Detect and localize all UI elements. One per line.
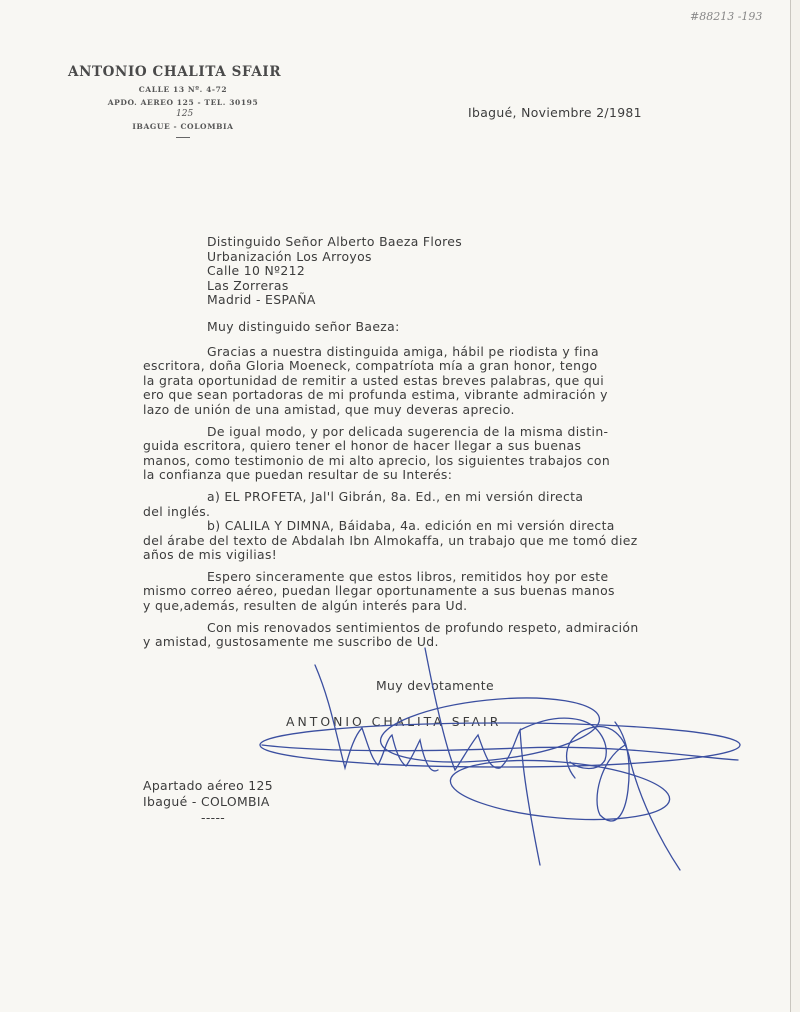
paragraph-line: del inglés. bbox=[143, 503, 211, 519]
paragraph-line: a) EL PROFETA, Jal'l Gibrán, 8a. Ed., en mi versión directa bbox=[207, 488, 584, 504]
pobox-handwritten-correction: 125 bbox=[176, 109, 194, 119]
footer-line: Apartado aéreo 125 bbox=[143, 778, 273, 793]
signature-name: ANTONIO CHALITA SFAIR bbox=[286, 714, 502, 729]
signature-stroke bbox=[377, 689, 602, 772]
recipient-line: Urbanización Los Arroyos bbox=[207, 248, 372, 264]
recipient-line: Las Zorreras bbox=[207, 277, 289, 293]
paragraph-line: guida escritora, quiero tener el honor de hacer llegar a sus buenas bbox=[143, 438, 582, 454]
paragraph-line: b) CALILA Y DIMNA, Báidaba, 4a. edición en mi versión directa bbox=[207, 518, 615, 534]
paragraph-line: Con mis renovados sentimientos de profundo respeto, admiración bbox=[207, 619, 639, 635]
paragraph-line: Espero sinceramente que estos libros, remitidos hoy por este bbox=[207, 568, 609, 584]
archive-mark: #88213 -193 bbox=[690, 10, 763, 23]
paragraph-line: De igual modo, y por delicada sugerencia de la misma distin- bbox=[207, 423, 609, 439]
letterhead-name: ANTONIO CHALITA SFAIR bbox=[68, 64, 282, 80]
recipient-line: Calle 10 Nº212 bbox=[207, 263, 306, 279]
footer-line: ----- bbox=[201, 810, 226, 825]
salutation: Muy distinguido señor Baeza: bbox=[207, 318, 400, 334]
paragraph-line: escritora, doña Gloria Moeneck, compatríota mía a gran honor, tengo bbox=[143, 358, 598, 374]
paragraph-line: años de mis vigilias! bbox=[143, 547, 278, 563]
paragraph-line: y que,además, resulten de algún interés para Ud. bbox=[143, 598, 468, 614]
footer-line: Ibagué - COLOMBIA bbox=[143, 794, 270, 809]
letterhead-pobox: APDO. AEREO 125 - TEL. 30195 bbox=[107, 98, 259, 107]
recipient-line: Madrid - ESPAÑA bbox=[207, 292, 316, 308]
paragraph-line: y amistad, gustosamente me suscribo de Ud. bbox=[143, 634, 439, 650]
paragraph-line: lazo de unión de una amistad, que muy deveras aprecio. bbox=[143, 401, 515, 417]
paragraph-line: Gracias a nuestra distinguida amiga, hábil pe riodista y fina bbox=[207, 343, 599, 359]
paragraph-line: la confianza que puedan resultar de su Interés: bbox=[143, 467, 453, 483]
closing: Muy devotamente bbox=[376, 678, 494, 693]
paragraph-line: la grata oportunidad de remitir a usted estas breves palabras, que qui bbox=[143, 372, 605, 388]
letterhead-city: IBAGUE - COLOMBIA bbox=[132, 122, 234, 131]
paragraph-line: ero que sean portadoras de mi profunda estima, vibrante admiración y bbox=[143, 387, 608, 403]
signature-stroke bbox=[425, 648, 540, 865]
paragraph-line: del árabe del texto de Abdalah Ibn Almokaffa, un trabajo que me tomó diez bbox=[143, 532, 638, 548]
letterhead-street: CALLE 13 Nº. 4-72 bbox=[138, 85, 228, 94]
signature-stroke bbox=[448, 753, 672, 828]
paragraph-line: manos, como testimonio de mi alto aprecio, los siguientes trabajos con bbox=[143, 452, 611, 468]
recipient-line: Distinguido Señor Alberto Baeza Flores bbox=[207, 234, 463, 249]
signature-stroke bbox=[315, 665, 438, 771]
signature-stroke bbox=[260, 723, 740, 767]
paragraph-line: mismo correo aéreo, puedan llegar oportunamente a sus buenas manos bbox=[143, 583, 615, 599]
letter-date: Ibagué, Noviembre 2/1981 bbox=[468, 105, 642, 120]
signature-stroke bbox=[262, 745, 738, 760]
